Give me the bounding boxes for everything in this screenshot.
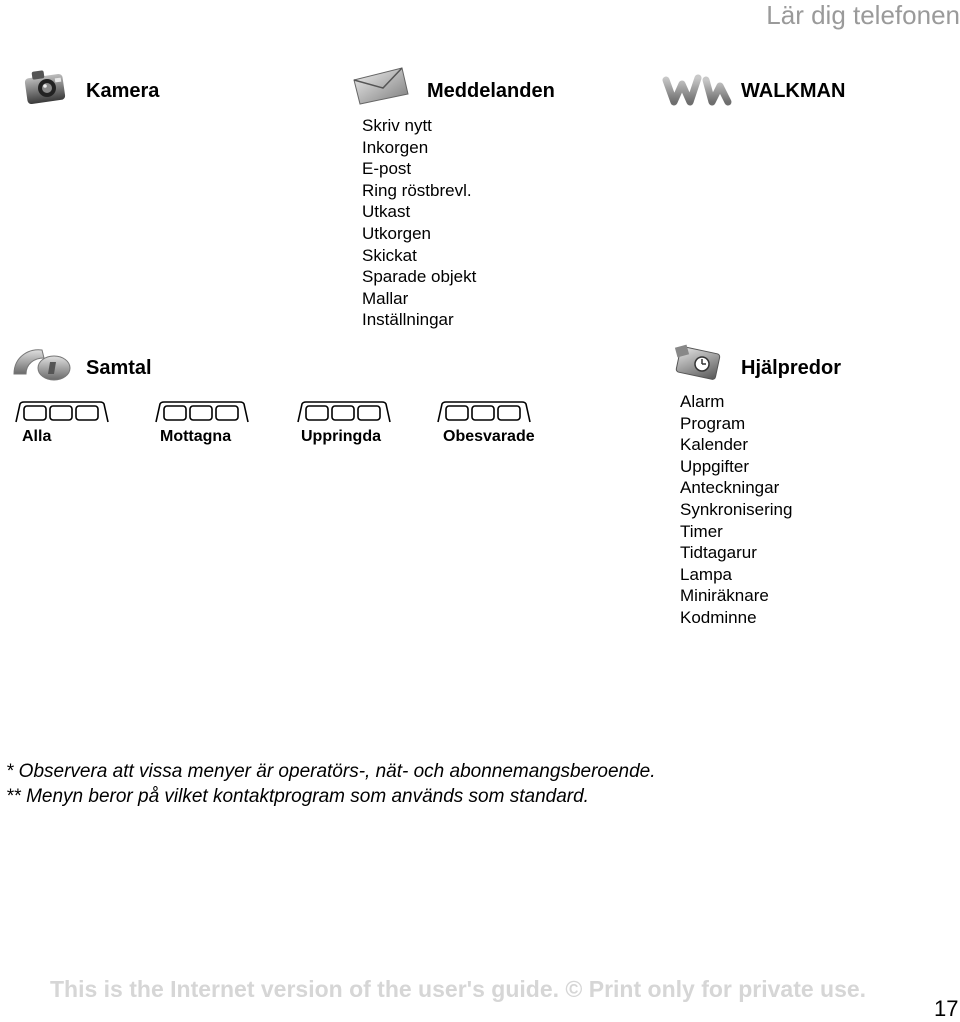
menu-item: Program xyxy=(680,413,746,433)
menu-item: Tidtagarur xyxy=(680,543,757,563)
menu-item: Kalender xyxy=(680,435,749,455)
footer-notice: This is the Internet version of the user's guide. © Print only for private use. xyxy=(50,976,867,1002)
tab-uppringda: Uppringda xyxy=(301,428,381,445)
tab-mottagna: Mottagna xyxy=(160,428,232,445)
section-title-kamera: Kamera xyxy=(86,80,160,102)
walkman-logo-icon xyxy=(662,72,734,108)
hjalpredor-menu-list xyxy=(680,391,792,629)
section-title-samtal: Samtal xyxy=(86,357,152,379)
menu-item: Alarm xyxy=(680,392,725,411)
tab-strip-graphic xyxy=(14,398,110,426)
menu-item: Utkorgen xyxy=(362,223,431,243)
menu-item: Skickat xyxy=(362,245,417,265)
phone-handset-icon xyxy=(10,344,72,384)
organizer-icon xyxy=(672,342,726,382)
menu-item: Sparade objekt xyxy=(362,267,477,287)
menu-item: Utkast xyxy=(362,202,411,222)
menu-item: Synkronisering xyxy=(680,499,793,519)
menu-item: E-post xyxy=(362,159,412,179)
envelope-icon xyxy=(350,66,412,106)
footnote: ** Menyn beror på vilket kontaktprogram som används som standard. xyxy=(6,786,589,807)
section-title-walkman: WALKMAN xyxy=(741,80,846,102)
tab-strip-graphic xyxy=(154,398,250,426)
footnote: * Observera att vissa menyer är operatörs-, nät- och abonnemangsberoende. xyxy=(6,761,656,782)
menu-item: Lampa xyxy=(680,564,732,584)
tab-obesvarade: Obesvarade xyxy=(443,428,535,445)
page-number: 17 xyxy=(934,996,959,1021)
menu-item: Uppgifter xyxy=(680,456,749,476)
menu-item: Inkorgen xyxy=(362,137,429,157)
menu-item: Kodminne xyxy=(680,607,757,627)
menu-item: Ring röstbrevl. xyxy=(362,180,472,200)
tab-alla: Alla xyxy=(22,428,52,445)
menu-item: Inställningar xyxy=(362,310,454,330)
tab-strip-graphic xyxy=(296,398,392,426)
tab-strip-graphic xyxy=(436,398,532,426)
section-title-meddelanden: Meddelanden xyxy=(427,80,555,102)
menu-item: Miniräknare xyxy=(680,586,769,606)
menu-item: Timer xyxy=(680,521,723,541)
meddelanden-menu-list xyxy=(362,115,476,331)
footnotes xyxy=(6,759,656,809)
camera-icon xyxy=(24,66,68,106)
section-title-hjalpredor: Hjälpredor xyxy=(741,357,842,379)
menu-item: Mallar xyxy=(362,288,409,308)
menu-item: Anteckningar xyxy=(680,478,780,498)
page-header-title: Lär dig telefonen xyxy=(766,0,960,30)
menu-item: Skriv nytt xyxy=(362,116,432,135)
